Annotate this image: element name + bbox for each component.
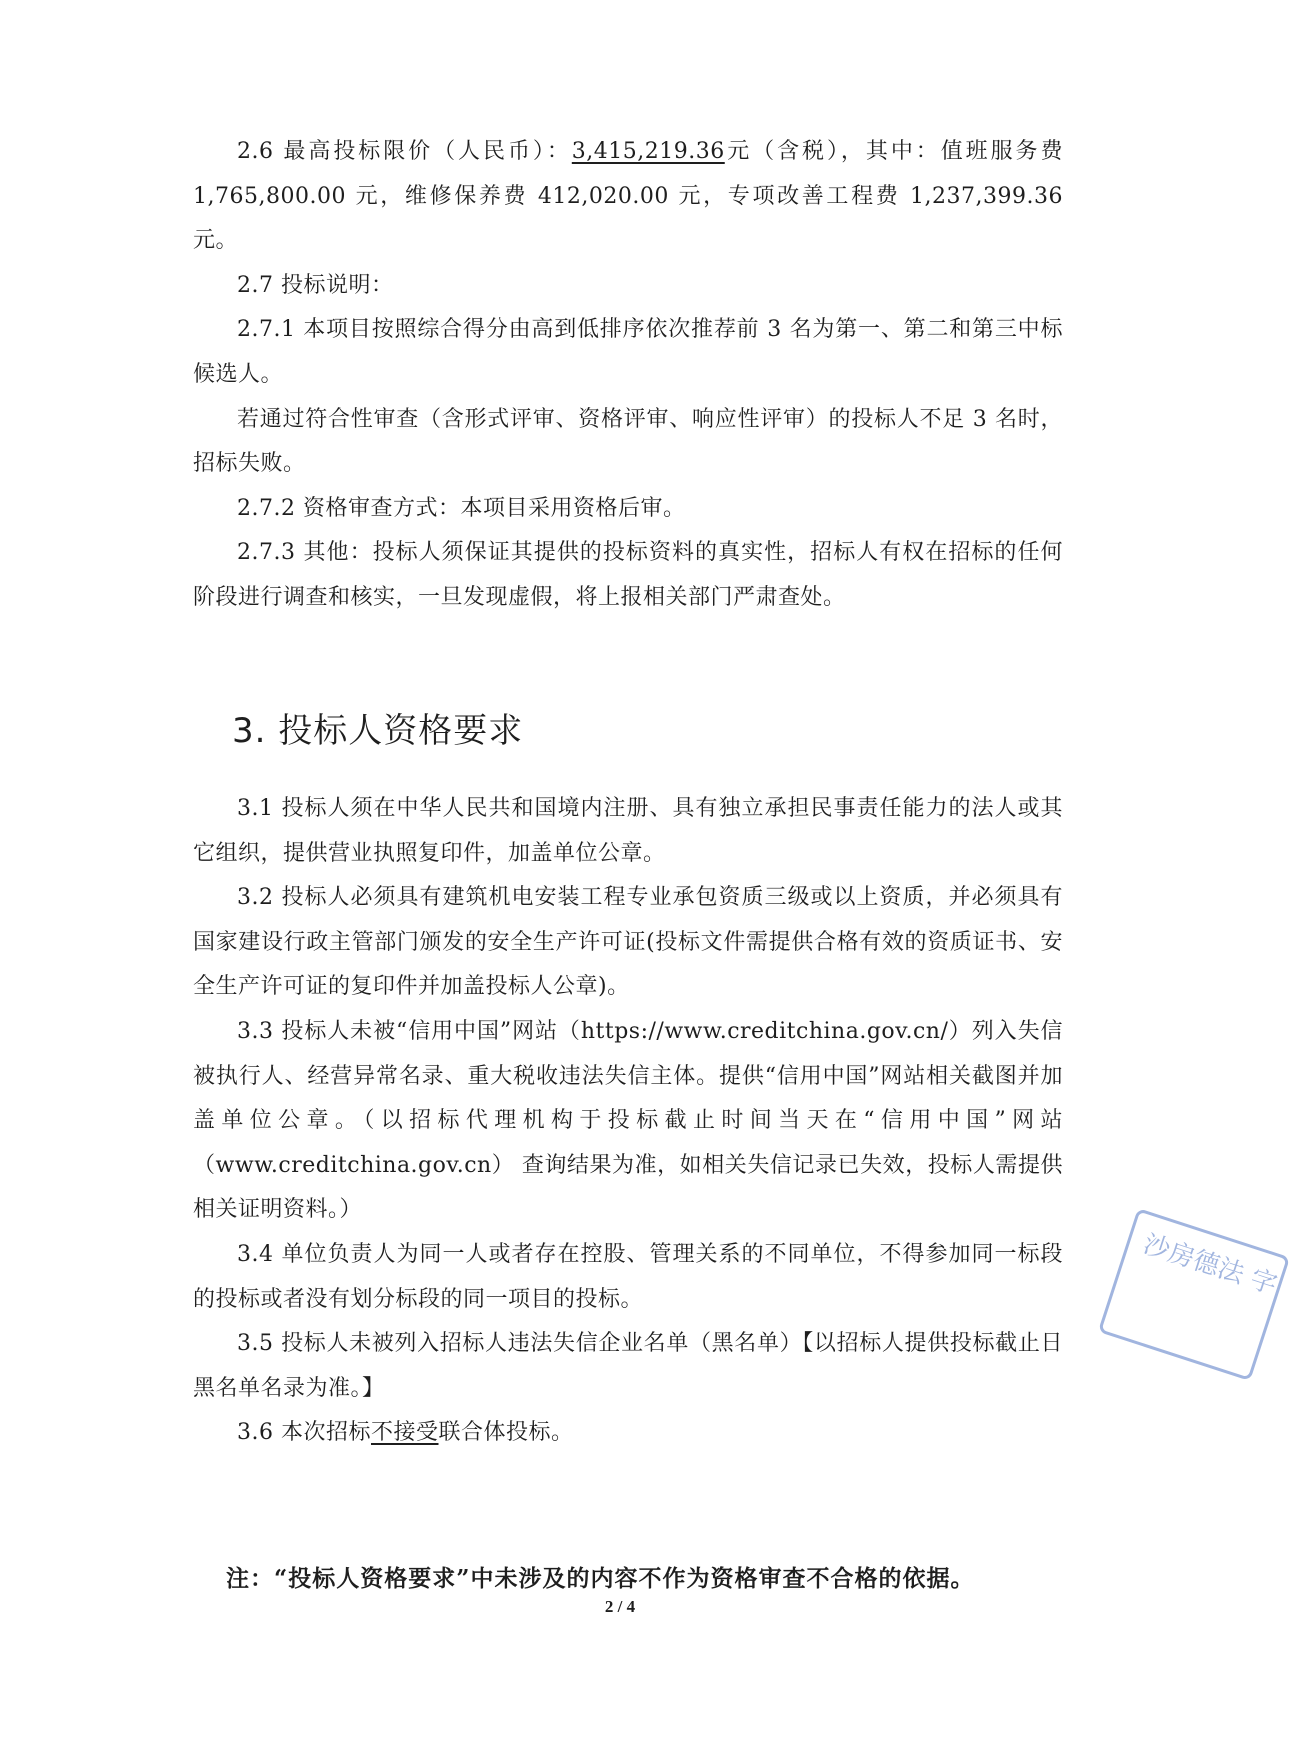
qualification-note: 注：“投标人资格要求”中未涉及的内容不作为资格审查不合格的依据。: [226, 1565, 975, 1592]
paragraph-2-7: 2.7 投标说明：: [237, 272, 394, 298]
paragraph-3-6: [193, 1411, 1063, 1456]
section-3-heading: 3. 投标人资格要求: [232, 711, 524, 751]
paragraph-2-6-suffix: 元（含税），其中：值班服务费 1,765,800.00 元，维修保养费 412,020.00 元，专项改善工程费 1,237,399.36 元。: [193, 139, 1063, 254]
paragraph-2-7-1: 2.7.1 本项目按照综合得分由高到低排序依次推荐前 3 名为第一、第二和第三中标候选人。: [193, 317, 1063, 387]
section-3-content: [193, 787, 1063, 1456]
page-number: 2 / 4: [604, 1597, 636, 1616]
paragraph-2-7-2: 2.7.2 资格审查方式：本项目采用资格后审。: [237, 495, 686, 521]
paragraph-3-3: 3.3 投标人未被“信用中国”网站（https://www.creditchina.gov.cn/）列入失信被执行人、经营异常名录、重大税收违法失信主体。提供“信用中国”网站相关截图并加盖单位公章。（以招标代理机构于投标截止时间当天在“信用中国”网站（www.creditchina.gov.cn） 查询结果为准，如相关失信记录已失效，投标人需提供相关证明资料。）: [193, 1018, 1063, 1223]
section-2-content: [193, 130, 1063, 621]
paragraph-2-7-3: 2.7.3 其他：投标人须保证其提供的投标资料的真实性，招标人有权在招标的任何阶段进行调查和核实，一旦发现虚假，将上报相关部门严肃查处。: [193, 540, 1063, 610]
paragraph-3-6-suffix: 联合体投标。: [438, 1420, 574, 1446]
paragraph-3-6-prefix: 3.6 本次招标: [237, 1420, 371, 1446]
stamp-text: 沙房德法 字: [1139, 1229, 1281, 1301]
paragraph-2-6-prefix: 2.6 最高投标限价（人民币）：: [237, 139, 572, 164]
not-accepted-text: 不接受: [370, 1420, 439, 1446]
paragraph-3-4: 3.4 单位负责人为同一人或者存在控股、管理关系的不同单位，不得参加同一标段的投标或者没有划分标段的同一项目的投标。: [193, 1241, 1063, 1312]
paragraph-2-6: [193, 130, 1063, 264]
paragraph-3-5: 3.5 投标人未被列入招标人违法失信企业名单（黑名单）【以招标人提供投标截止日黑名单名录为准。】: [193, 1331, 1063, 1401]
paragraph-2-7-1-b: 若通过符合性审查（含形式评审、资格评审、响应性评审）的投标人不足 3 名时，招标失败。: [193, 406, 1063, 477]
stamp-impression: [1098, 1208, 1290, 1381]
paragraph-3-2: 3.2 投标人必须具有建筑机电安装工程专业承包资质三级或以上资质，并必须具有国家建设行政主管部门颁发的安全生产许可证(投标文件需提供合格有效的资质证书、安全生产许可证的复印件并加盖投标人公章)。: [193, 885, 1063, 1000]
max-bid-price-amount: 3,415,219.36: [571, 139, 725, 164]
official-stamp: [1138, 1208, 1281, 1358]
paragraph-3-1: 3.1 投标人须在中华人民共和国境内注册、具有独立承担民事责任能力的法人或其它组织，提供营业执照复印件，加盖单位公章。: [193, 796, 1063, 866]
